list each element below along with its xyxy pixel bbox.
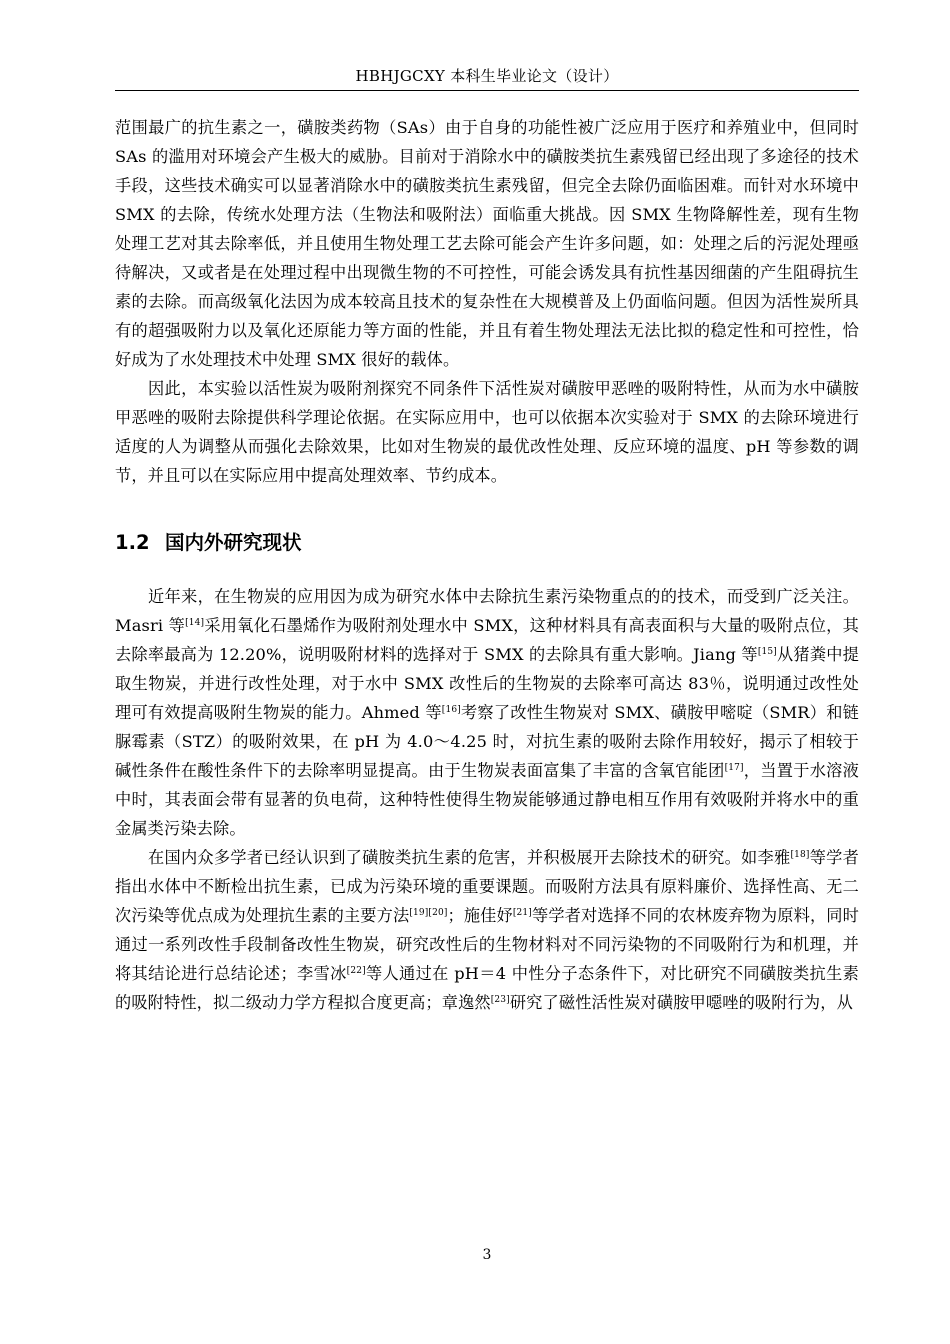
text-run: 采用氧化石墨烯作为吸附剂处理水中 SMX，这种材料具有高表面积与大量的吸附点位，其去除率最高为 12.20%，说明吸附材料的选择对于 SMX 的去除具有重大影响。Jiang 等 — [115, 616, 859, 664]
paragraph-4 — [115, 843, 859, 1017]
text-run: 等学者对选择不同的农林废弃物为原料，同时通过一系列改性手段制备改性生物炭，研究改性后的生物材料对不同污染物的不同吸附行为和机理，并将其结论进行总结论述；李雪冰 — [115, 906, 859, 983]
citation-marker: [18] — [790, 850, 810, 860]
header-divider — [115, 90, 859, 91]
text-run: 从猪粪中提取生物炭，并进行改性处理，对于水中 SMX 改性后的生物炭的去除率可高达 83％，说明通过改性处理可有效提高吸附生物炭的能力。Ahmed 等 — [115, 645, 859, 722]
paragraph-2 — [115, 374, 859, 490]
running-header: HBHJGCXY 本科生毕业论文（设计） — [355, 67, 619, 85]
citation-marker: [14] — [185, 618, 205, 628]
citation-marker: [21] — [512, 908, 532, 918]
page-number: 3 — [482, 1247, 492, 1263]
text-run: 在国内众多学者已经认识到了磺胺类抗生素的危害，并积极展开去除技术的研究。如李雅 — [148, 848, 791, 867]
section-number: 1.2 — [115, 531, 150, 554]
paragraph-3 — [115, 582, 859, 843]
citation-marker: [23] — [490, 995, 510, 1005]
text-run: 近年来，在生物炭的应用因为成为研究水体中去除抗生素污染物重点的的技术，而受到广泛关注。Masri 等 — [115, 587, 859, 635]
section-title: 国内外研究现状 — [165, 531, 302, 554]
citation-marker: [19][20] — [409, 908, 448, 918]
citation-marker: [16] — [441, 705, 461, 715]
text-run: 范围最广的抗生素之一，磺胺类药物（SAs）由于自身的功能性被广泛应用于医疗和养殖业中，但同时 SAs 的滥用对环境会产生极大的威胁。目前对于消除水中的磺胺类抗生素残留已经出现了多途径的技术手段，这些技术确实可以显著消除水中的磺胺类抗生素残留，但完全去除仍面临困难。而针对水环境中 SMX 的去除，传统水处理方法（生物法和吸附法）面临重大挑战。因 SMX 生物降解性差，现有生物处理工艺对其去除率低，并且使用生物处理工艺去除可能会产生许多问题，如：处理之后的污泥处理亟待解决，又或者是在处理过程中出现微生物的不可控性，可能会诱发具有抗性基因细菌的产生阻碍抗生素的去除。而高级氧化法因为成本较高且技术的复杂性在大规模普及上仍面临问题。但因为活性炭所具有的超强吸附力以及氧化还原能力等方面的性能，并且有着生物处理法无法比拟的稳定性和可控性，恰好成为了水处理技术中处理 SMX 很好的载体。 — [115, 118, 859, 369]
text-run: ；施佳妤 — [447, 906, 513, 925]
page-body — [115, 113, 859, 1017]
text-run: 因此，本实验以活性炭为吸附剂探究不同条件下活性炭对磺胺甲恶唑的吸附特性，从而为水中磺胺甲恶唑的吸附去除提供科学理论依据。在实际应用中，也可以依据本次实验对于 SMX 的去除环境进行适度的人为调整从而强化去除效果，比如对生物炭的最优改性处理、反应环境的温度、pH 等参数的调节，并且可以在实际应用中提高处理效率、节约成本。 — [115, 379, 859, 485]
citation-marker: [22] — [346, 966, 366, 976]
text-run: ，当置于水溶液中时，其表面会带有显著的负电荷，这种特性使得生物炭能够通过静电相互作用有效吸附并将水中的重金属类污染去除。 — [115, 761, 859, 838]
citation-marker: [15] — [757, 647, 777, 657]
text-run: 等学者指出水体中不断检出抗生素，已成为污染环境的重要课题。而吸附方法具有原料廉价、选择性高、无二次污染等优点成为处理抗生素的主要方法 — [115, 848, 859, 925]
section-heading — [115, 530, 859, 582]
citation-marker: [17] — [724, 763, 744, 773]
paragraph-1 — [115, 113, 859, 374]
text-run: 考察了改性生物炭对 SMX、磺胺甲嘧啶（SMR）和链脲霉素（STZ）的吸附效果，在 pH 为 4.0～4.25 时，对抗生素的吸附去除作用较好，揭示了相较于碱性条件在酸性条件下的去除率明显提高。由于生物炭表面富集了丰富的含氧官能团 — [115, 703, 859, 780]
text-run: 研究了磁性活性炭对磺胺甲噁唑的吸附行为，从 — [509, 993, 853, 1012]
text-run: 等人通过在 pH＝4 中性分子态条件下，对比研究不同磺胺类抗生素的吸附特性，拟二级动力学方程拟合度更高；章逸然 — [115, 964, 859, 1012]
